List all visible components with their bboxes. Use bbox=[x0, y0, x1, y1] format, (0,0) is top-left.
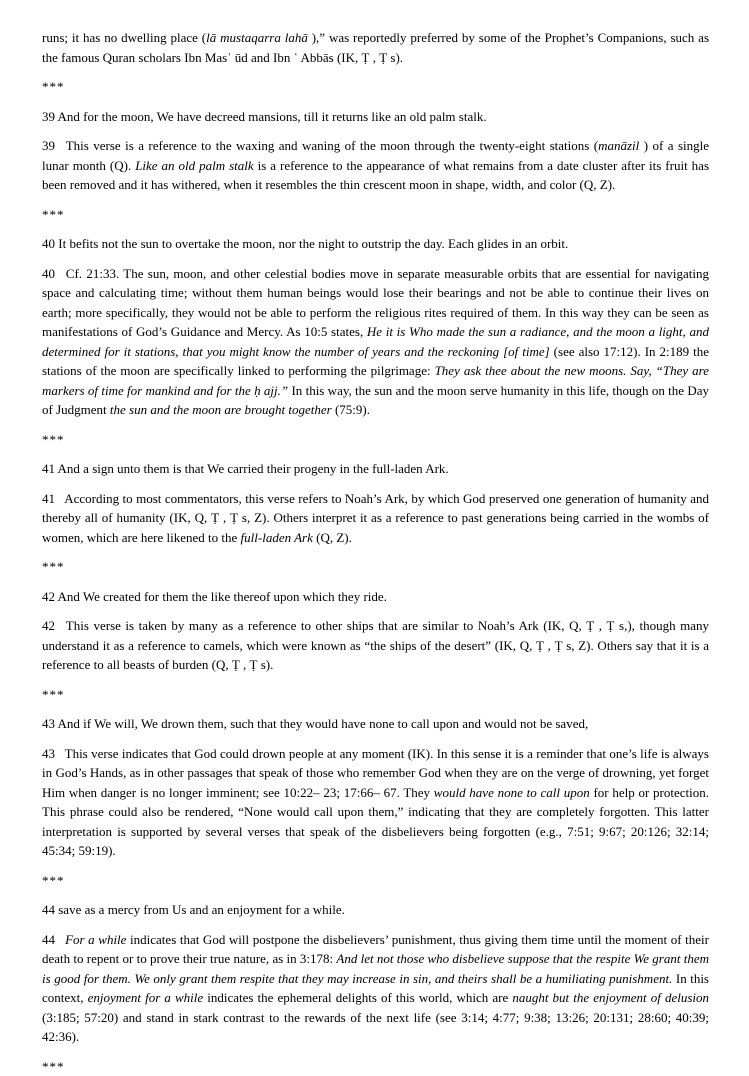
commentary-42 bbox=[42, 616, 709, 675]
verse-43 bbox=[42, 714, 709, 734]
commentary-41 bbox=[42, 489, 709, 548]
text-run: (Q, Z). bbox=[313, 530, 352, 545]
text-run: 44 save as a mercy from Us and an enjoyment for a while. bbox=[42, 902, 345, 917]
text-run: 42 This verse is taken by many as a reference to other ships that are similar to Noah’s Ark (IK, Q, Ṭ , Ṭ s,), though many understand it as a reference to camels, which were known as “the ships of the desert” (IK, Q, Ṭ , Ṭ s, Z). Others say that it is a reference to all beasts of burden (Q, Ṭ , Ṭ s). bbox=[42, 618, 709, 672]
section-separator: *** bbox=[42, 871, 709, 891]
text-run: 41 And a sign unto them is that We carried their progeny in the full-laden Ark. bbox=[42, 461, 449, 476]
text-run: is a reference to the appearance of what remains from a date cluster after its fruit has been removed and it has withered, when it resembles the thin crescent moon in shape, width, and color (Q, Z). bbox=[42, 158, 709, 193]
text-run: 43 And if We will, We drown them, such that they would have none to call upon and would not be saved, bbox=[42, 716, 588, 731]
verse-41 bbox=[42, 459, 709, 479]
italic-text-run: full-laden Ark bbox=[241, 530, 313, 545]
commentary-39 bbox=[42, 136, 709, 195]
text-run: 39 This verse is a reference to the waxing and waning of the moon through the twenty-eight stations ( bbox=[42, 138, 598, 153]
verse-42 bbox=[42, 587, 709, 607]
text-run: (see also 17:12). In 2:189 the stations of the moon are specifically linked to performing the pilgrimage: bbox=[42, 344, 709, 379]
text-run: ),” was reportedly preferred by some of the Prophet’s Companions, such as the famous Quran scholars Ibn Masʿ ūd and Ibn ʿ Abbās (IK, Ṭ , Ṭ s). bbox=[42, 30, 709, 65]
text-run: indicates the ephemeral delights of this world, which are bbox=[203, 990, 512, 1005]
italic-text-run: lā mustaqarra lahā bbox=[206, 30, 308, 45]
continuation-paragraph bbox=[42, 28, 709, 67]
text-run: 40 It befits not the sun to overtake the moon, nor the night to outstrip the day. Each glides in an orbit. bbox=[42, 236, 568, 251]
text-run: (3:185; 57:20) and stand in stark contrast to the rewards of the next life (see 3:14; 4:77; 9:38; 13:26; 20:131; 28:60; 40:39; 42:36). bbox=[42, 1010, 709, 1045]
text-run: 42 And We created for them the like thereof upon which they ride. bbox=[42, 589, 387, 604]
commentary-44 bbox=[42, 930, 709, 1047]
text-run: for help or protection. This phrase could also be rendered, “None would call upon them,” indicating that they are completely forgotten. This latter interpretation is supported by several verses that speak of the disbelievers being forgotten (e.g., 7:51; 9:67; 20:126; 32:14; 45:34; 59:19). bbox=[42, 785, 709, 859]
italic-text-run: And let not those who disbelieve suppose that the respite We grant them is good for them. We only grant them respite that they may increase in sin, and theirs shall be a humiliating punishment. bbox=[42, 951, 709, 986]
section-separator: *** bbox=[42, 685, 709, 705]
section-separator: *** bbox=[42, 1057, 709, 1076]
italic-text-run: Like an old palm stalk bbox=[135, 158, 253, 173]
section-separator: *** bbox=[42, 557, 709, 577]
text-run: 41 According to most commentators, this verse refers to Noah’s Ark, by which God preserved one generation of humanity and thereby all of humanity (IK, Q, Ṭ , Ṭ s, Z). Others interpret it as a reference to past generations being carried in the wombs of women, which are here likened to the bbox=[42, 491, 709, 545]
italic-text-run: enjoyment for a while bbox=[88, 990, 204, 1005]
text-run: (75:9). bbox=[332, 402, 370, 417]
italic-text-run: the sun and the moon are brought together bbox=[110, 402, 332, 417]
italic-text-run: would have none to call upon bbox=[434, 785, 590, 800]
italic-text-run: He it is Who made the sun a radiance, and the moon a light, and determined for it stations, that you might know the number of years and the reckoning [of time] bbox=[42, 324, 709, 359]
italic-text-run: For a while bbox=[65, 932, 126, 947]
commentary-43 bbox=[42, 744, 709, 861]
text-run: ) of a single lunar month (Q). bbox=[42, 138, 709, 173]
verse-39 bbox=[42, 107, 709, 127]
text-run: 39 And for the moon, We have decreed mansions, till it returns like an old palm stalk. bbox=[42, 109, 487, 124]
text-run: indicates that God will postpone the disbelievers’ punishment, thus giving them time until the moment of their death to repent or to prove their true nature, as in 3:178: bbox=[42, 932, 709, 967]
commentary-40 bbox=[42, 264, 709, 420]
text-run: 40 Cf. 21:33. The sun, moon, and other celestial bodies move in separate measurable orbits that are essential for navigating space and calculating time; without them human beings would lose their bearings and not be able to continue their lives on earth; more specifically, they would not be able to perform the religious rites required of them. In this way they can be seen as manifestations of God’s Guidance and Mercy. As 10:5 states, bbox=[42, 266, 709, 340]
section-separator: *** bbox=[42, 205, 709, 225]
text-run: 43 This verse indicates that God could drown people at any moment (IK). In this sense it is a reminder that one’s life is always in God’s Hands, as in other passages that speak of those who remember God when they are on the verge of drowning, yet forget Him when danger is no longer imminent; see 10:22– 23; 17:66– 67. They bbox=[42, 746, 709, 800]
text-run: In this way, the sun and the moon serve humanity in this life, though on the Day of Judgment bbox=[42, 383, 709, 418]
italic-text-run: manāzil bbox=[598, 138, 639, 153]
text-run: 44 bbox=[42, 932, 65, 947]
section-separator: *** bbox=[42, 77, 709, 97]
verse-44 bbox=[42, 900, 709, 920]
text-run: In this context, bbox=[42, 971, 709, 1006]
italic-text-run: naught but the enjoyment of delusion bbox=[512, 990, 709, 1005]
text-run: runs; it has no dwelling place ( bbox=[42, 30, 206, 45]
verse-40 bbox=[42, 234, 709, 254]
italic-text-run: They ask thee about the new moons. Say, “They are markers of time for mankind and for the ḥ ajj.” bbox=[42, 363, 709, 398]
section-separator: *** bbox=[42, 430, 709, 450]
